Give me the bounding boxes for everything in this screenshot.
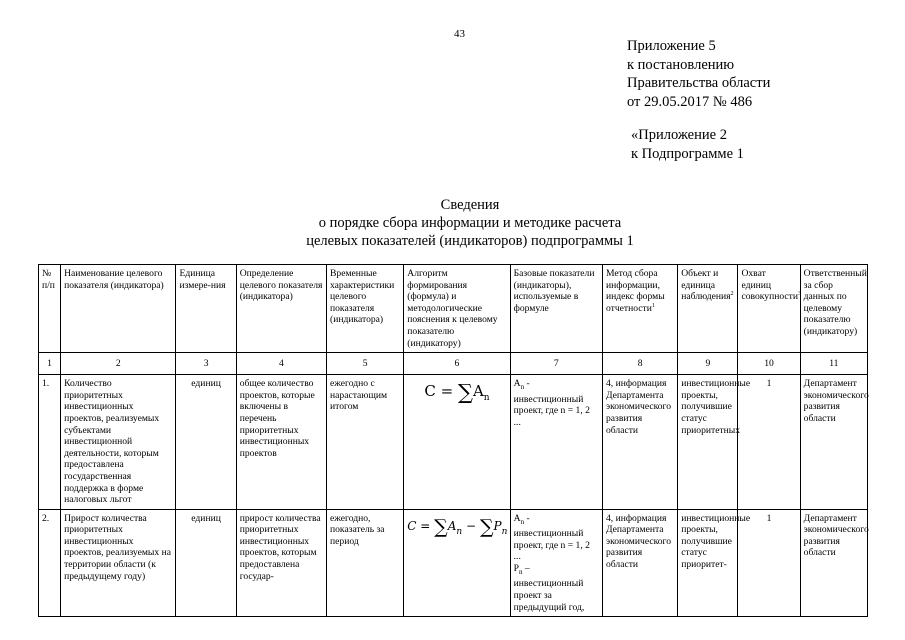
appendix-line: к постановлению: [627, 56, 735, 73]
header-cell: Определение целевого показателя (индикатора): [236, 265, 326, 353]
variable: A: [513, 378, 521, 390]
time-characteristics: ежегодно с нарастающим итогом: [327, 375, 404, 510]
formula-term: P: [493, 518, 502, 533]
method: 4, информация Департамента экономического развития области: [602, 509, 677, 617]
header-cell: [602, 265, 677, 353]
formula: [407, 378, 506, 407]
column-number: 10: [738, 353, 800, 375]
definition: прирост количества приоритетных инвестиционных проектов, которым предоставлена государ-: [236, 509, 326, 617]
responsible: Департамент экономического развития области: [800, 375, 867, 510]
page-number: 43: [454, 28, 465, 40]
column-number: 4: [236, 353, 326, 375]
header-cell: № п/п: [39, 265, 61, 353]
header-cell: Алгоритм формирования (формула) и методологические пояснения к целевому показателю (индикатору): [404, 265, 510, 353]
appendix-line: Правительства области: [627, 75, 771, 91]
base-indicators: [510, 509, 602, 617]
column-number: 8: [602, 353, 677, 375]
appendix-line: Приложение 5: [627, 38, 716, 54]
indicator-name: Количество приоритетных инвестиционных проектов, реализуемых субъектами инвестиционной деятельности, которым предоставлена государственная поддержка в форме налоговых льгот: [61, 375, 176, 510]
unit: единиц: [176, 509, 236, 617]
header-text: Метод сбора информации, индекс формы отчетности: [605, 268, 665, 314]
document-title: [270, 196, 670, 250]
footnote-mark: 3: [797, 291, 801, 297]
column-number: 9: [678, 353, 738, 375]
variable: A: [513, 512, 521, 524]
title-line: о порядке сбора информации и методике расчета: [318, 215, 622, 231]
column-number: 6: [404, 353, 510, 375]
variable-subscript: n: [520, 383, 525, 392]
sum-symbol: ∑: [457, 380, 473, 405]
indicator-name: Прирост количества приоритетных инвестиционных проектов, реализуемых на территории области (к предыдущему году): [61, 509, 176, 617]
footnote-mark: 2: [730, 291, 734, 297]
column-number: 1: [39, 353, 61, 375]
coverage: 1: [738, 509, 800, 617]
base-text: – инвестиционный проект за предыдущий год,: [513, 562, 585, 613]
column-number: 5: [327, 353, 404, 375]
formula-eq: =: [420, 518, 431, 533]
base-text: - инвестиционный проект, где n = 1, 2 ...: [513, 378, 590, 428]
definition: общее количество проектов, которые включены в перечень приоритетных инвестиционных проектов: [236, 375, 326, 510]
header-cell: Наименование целевого показателя (индикатора): [61, 265, 176, 353]
formula-subscript: n: [456, 526, 463, 537]
formula-subscript: n: [501, 526, 508, 537]
footnote-mark: 1: [651, 302, 655, 309]
formula-term: A: [472, 382, 484, 401]
appendix2-block: [631, 126, 744, 163]
object: инвестиционные проекты, получившие статус приоритет-: [678, 509, 738, 617]
variable-subscript: n: [518, 567, 523, 576]
unit: единиц: [176, 375, 236, 510]
indicators-table: [38, 264, 868, 617]
appendix2-line: к Подпрограмме 1: [631, 145, 744, 162]
header-cell: [738, 265, 800, 353]
formula-lhs: C: [424, 382, 436, 401]
title-line: Сведения: [440, 197, 500, 213]
column-number: 3: [176, 353, 236, 375]
appendix-line: от 29.05.2017 № 486: [627, 93, 753, 110]
formula-subscript: n: [483, 393, 490, 404]
appendix-block: [627, 37, 770, 111]
base-text: - инвестиционный проект, где n = 1, 2 ...: [513, 512, 590, 563]
header-cell: Базовые показатели (индикаторы), используемые в формуле: [510, 265, 602, 353]
formula-cell: [404, 375, 510, 510]
responsible: Департамент экономического развития области: [800, 509, 867, 617]
sum-symbol: ∑: [434, 515, 448, 538]
header-cell: Временные характеристики целевого показателя (индикатора): [327, 265, 404, 353]
method: 4, информация Департамента экономического развития области: [602, 375, 677, 510]
formula-eq: =: [440, 382, 454, 401]
row-number: 2.: [39, 509, 61, 617]
variable-subscript: n: [520, 517, 525, 526]
column-number: 11: [800, 353, 867, 375]
variable: P: [513, 562, 519, 574]
column-number-row: [39, 353, 868, 375]
formula: [407, 513, 506, 541]
coverage: 1: [738, 375, 800, 510]
header-cell: [678, 265, 738, 353]
column-number: 2: [61, 353, 176, 375]
table-header-row: [39, 265, 868, 353]
formula-term: A: [447, 518, 457, 533]
sum-symbol: ∑: [479, 515, 494, 538]
title-line: целевых показателей (индикаторов) подпрограммы 1: [306, 233, 634, 249]
header-cell: Ответственный за сбор данных по целевому показателю (индикатору): [800, 265, 867, 353]
time-characteristics: ежегодно, показатель за период: [327, 509, 404, 617]
base-indicators: [510, 375, 602, 510]
header-text: Объект и единица наблюдения: [681, 268, 731, 303]
row-number: 1.: [39, 375, 61, 510]
formula-lhs: C: [407, 518, 417, 533]
header-cell: Единица измере-ния: [176, 265, 236, 353]
formula-minus: −: [466, 518, 477, 533]
table-row: [39, 509, 868, 617]
header-text: Охват единиц совокупности: [741, 268, 798, 303]
formula-cell: [404, 509, 510, 617]
column-number: 7: [510, 353, 602, 375]
object: инвестиционные проекты, получившие статус приоритетных: [678, 375, 738, 510]
table-row: [39, 375, 868, 510]
appendix2-line: «Приложение 2: [631, 127, 727, 143]
